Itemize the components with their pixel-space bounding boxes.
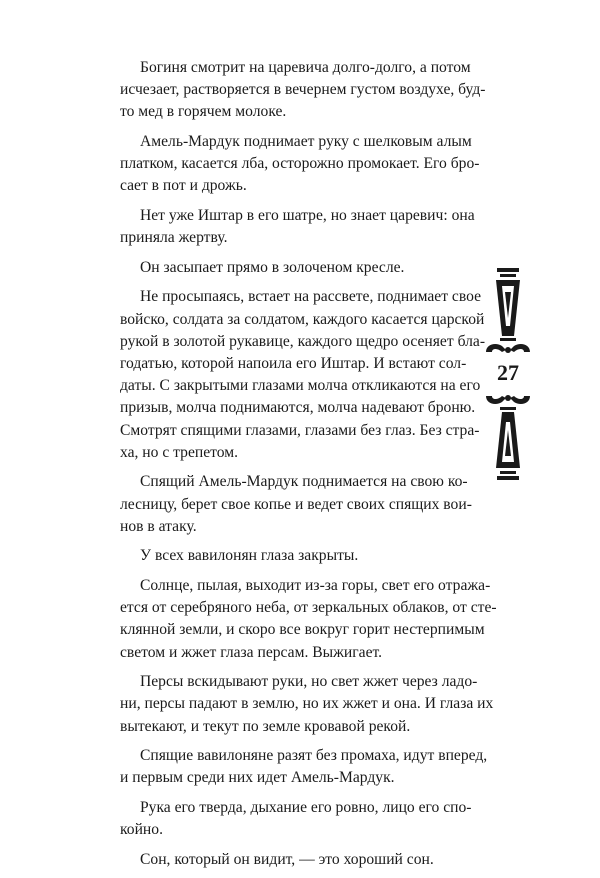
text-line: Амель-Мардук поднимает руку с шелковым алым: [140, 133, 472, 150]
text-line: Сон, который он видит, — это хороший сон.: [140, 850, 434, 868]
text-line: даты. С закрытыми глазами молча откликаются на его: [120, 377, 481, 395]
text-line: ха, но с трепетом.: [120, 443, 239, 461]
text-line: войско, солдата за солдатом, каждого касается царской: [120, 310, 485, 328]
text-line: Нет уже Иштар в его шатре, но знает царевич: она: [140, 207, 475, 224]
paragraph: [120, 745, 488, 789]
text-line: годатью, которой напоила его Иштар. И встают сол-: [120, 355, 467, 372]
text-line: Не просыпаясь, встает на рассвете, поднимает свое: [140, 288, 481, 306]
text-line: Спящий Амель-Мардук поднимается на свою ко-: [140, 473, 468, 491]
text-line: то мед в горячем молоке.: [120, 103, 287, 121]
text-line: Он засыпает прямо в золоченом кресле.: [140, 258, 405, 276]
paragraph: [120, 671, 494, 738]
text-line: платком, касается лба, осторожно промокает. Его бро-: [120, 155, 480, 173]
text-line: Персы вскидывают руки, но свет жжет через ладо-: [140, 673, 478, 691]
text-line: и первым среди них идет Амель-Мардук.: [120, 769, 395, 787]
text-line: ни, персы падают в землю, но их жжет и она. И глаза их: [120, 695, 494, 713]
text-line: приняла жертву.: [120, 229, 228, 247]
text-line: клянной земли, и скоро все вокруг горит нестерпимым: [120, 621, 485, 639]
paragraph: [120, 257, 458, 279]
text-line: лесницу, берет свое копье и ведет своих спящих вои-: [120, 495, 472, 513]
paragraph: [120, 471, 472, 538]
text-line: сает в пот и дрожь.: [120, 177, 247, 195]
text-line: Солнце, пылая, выходит из-за горы, свет его отража-: [140, 577, 491, 594]
text-line: рукой в золотой рукавице, каждого щедро осеняет бла-: [120, 332, 486, 350]
text-line: койно.: [120, 821, 163, 839]
text-line: призыв, молча поднимаются, молча надевают броню.: [120, 399, 476, 417]
ornament-top-icon: [480, 266, 536, 358]
paragraph: [120, 797, 472, 841]
paragraph: [120, 545, 458, 567]
text-line: ется от серебряного неба, от зеркальных облаков, от сте-: [120, 599, 497, 617]
text-line: Смотрят спящими глазами, глазами без глаз. Без стра-: [120, 421, 480, 439]
text-line: У всех вавилонян глаза закрыты.: [140, 547, 359, 565]
paragraph: [120, 286, 486, 464]
text-line: Рука его тверда, дыхание его ровно, лицо его спо-: [140, 799, 472, 816]
text-line: вытекают, и текут по земле кровавой рекой.: [120, 717, 411, 735]
paragraph: [120, 575, 497, 664]
paragraph: [120, 849, 458, 871]
body-text: [120, 57, 497, 878]
paragraph: [120, 131, 480, 198]
page-number: 27: [497, 360, 519, 385]
paragraph: [120, 57, 486, 124]
paragraph: [120, 205, 475, 249]
text-line: светом и жжет глаза персам. Выжигает.: [120, 643, 383, 661]
text-line: исчезает, растворяется в вечернем густом воздухе, буд-: [120, 81, 486, 99]
ornament-bottom-icon: [480, 392, 536, 482]
text-line: Богиня смотрит на царевича долго-долго, а потом: [140, 59, 471, 76]
text-line: нов в атаку.: [120, 517, 197, 535]
text-line: Спящие вавилоняне разят без промаха, идут вперед,: [140, 747, 488, 765]
